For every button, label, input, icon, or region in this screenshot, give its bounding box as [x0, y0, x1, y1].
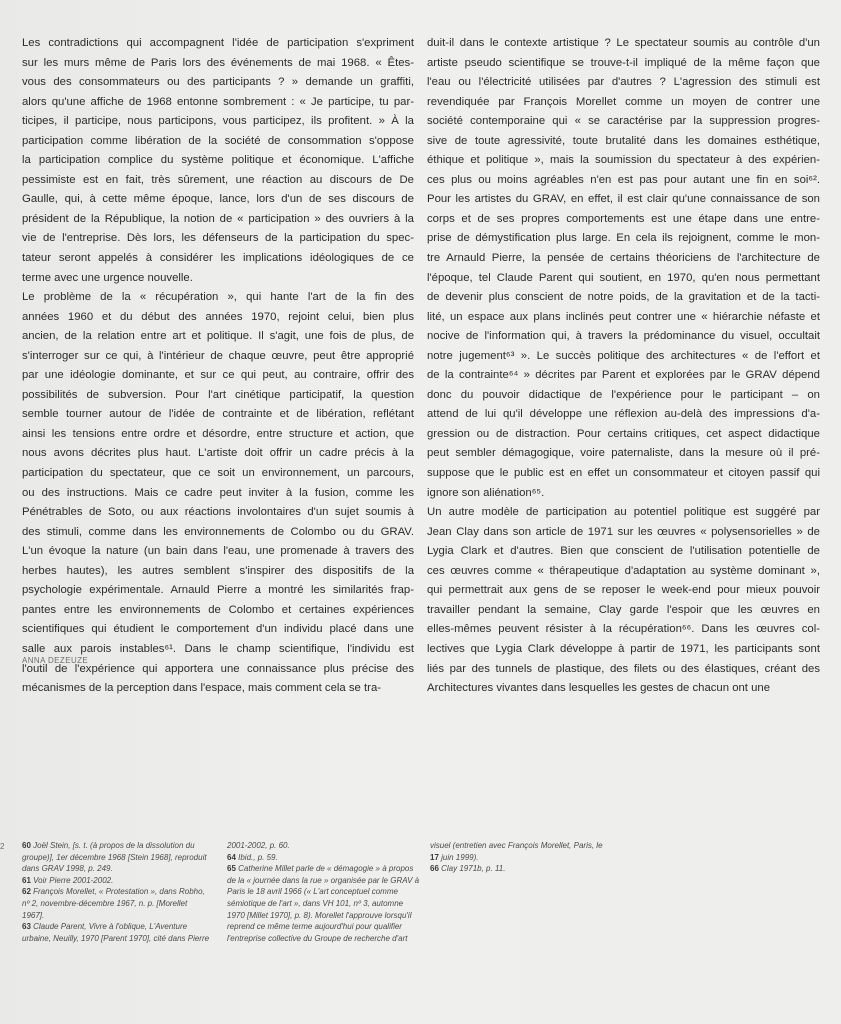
text-line: nous avons décrites plus haut. L'artiste doit offrir un cadre précis à la — [22, 447, 414, 460]
text-line: ou des instructions. Mais ce cadre peut inviter à la fusion, comme les — [22, 486, 414, 499]
footnote-line: l'entreprise collective du Groupe de recherche d'art — [227, 933, 408, 943]
text-line: sur les murs même de Paris lors des événements de mai 1968. « Êtes- — [22, 56, 414, 69]
text-line: herbes hautes), les autres semblent s'inspirer des dispositifs de la — [22, 564, 414, 577]
text-line: scientifiques qui étudient le comportement d'un individu placé dans une — [22, 623, 414, 636]
text-line: société contemporaine qui « se caractérise par la suppression progres- — [427, 115, 820, 128]
text-line: l'eau ou l'électricité utilisées par d'autres ? L'agression des stimuli est — [427, 76, 820, 89]
text-line: ticipes, il participe, nous participons, vous participez, ils profitent. » À la — [22, 115, 414, 128]
text-line: lectives que Lygia Clark développe à partir de 1971, les participants sont — [427, 642, 820, 655]
text-line: ces œuvres comme « thérapeutique d'adaptation au système dominant », — [427, 564, 820, 577]
footnote-line: 1967]. — [22, 910, 45, 920]
text-line: pantes entre les environnements de Colombo et certaines expériences — [22, 603, 414, 616]
text-line: alors qu'une affiche de 1968 entonne sombrement : « Je participe, tu par- — [22, 95, 414, 108]
footnote-line: urbaine, Neuilly, 1970 [Parent 1970], cité dans Pierre — [22, 933, 210, 943]
text-line: l'époque, tel Claude Parent qui soutient, en 1970, qu'en nous permettant — [427, 271, 820, 284]
body-text-left-column — [22, 34, 414, 699]
text-line: elles-mêmes peuvent résister à la récupération⁶⁶. Dans les œuvres col- — [427, 623, 820, 636]
text-line: vous des consommateurs ou des participants ? » demande un graffiti, — [22, 76, 414, 89]
text-line: président de la République, la notion de « participation » des ouvriers à la — [22, 212, 414, 225]
footnotes-column-1 — [22, 840, 222, 944]
footnote-line: 1970 [Millet 1970], p. 8). Morellet l'approuve lorsqu'il — [227, 910, 412, 920]
text-line: pessimiste est en fait, très sûrement, une réaction au discours de De — [22, 173, 414, 186]
text-line: des stimuli, comme dans les environnements de Colombo ou du GRAV. — [22, 525, 414, 538]
text-line: de la contrainte⁶⁴ » décrites par Parent et explorées par le GRAV dépend — [427, 369, 820, 382]
text-line: Un autre modèle de participation au potentiel politique est suggéré par — [427, 506, 820, 519]
text-line: donc du pouvoir didactique de l'expérience pour le participant – on — [427, 388, 820, 401]
footnote-line: nº 2, novembre-décembre 1967, n. p. [Morellet — [22, 898, 188, 908]
footnotes-column-2 — [227, 840, 423, 944]
footnotes-column-3 — [430, 840, 630, 875]
text-line: duit-il dans le contexte artistique ? Le spectateur soumis au contrôle d'un — [427, 37, 820, 49]
text-line: ignore son aliénation⁶⁵. — [427, 486, 545, 499]
page-number: 2 — [0, 842, 5, 851]
footnote-line: 65 Catherine Millet parle de « démagogie » à propos — [227, 864, 414, 874]
text-line: Lygia Clark et d'autres. Bien que conscient de l'utilisation potentielle de — [427, 545, 820, 558]
footnote-line: groupe)], 1er décembre 1968 [Stein 1968], reproduit — [22, 852, 207, 862]
text-line: liés par des tunnels de plastique, des filets ou des élastiques, créant des — [427, 662, 820, 675]
footnote-line: 17 juin 1999). — [430, 852, 479, 862]
footnote-line: sémiotique de l'art », dans VH 101, nº 3, automne — [227, 898, 404, 908]
text-line: psychologie expérimentale. Arnauld Pierre a montré les similarités frap- — [22, 584, 414, 597]
text-line: Pour les artistes du GRAV, en effet, il est clair qu'une connaissance de son — [427, 193, 820, 206]
text-line: tre Arnauld Pierre, la pensée de certains théoriciens de l'architecture de — [427, 252, 820, 265]
text-line: tateur seront appelés à considérer les implications idéologiques de ce — [22, 252, 414, 265]
text-line: qui permettrait aux gens de se reposer le week-end pour mieux pouvoir — [427, 584, 820, 597]
text-line: peut sembler démagogique, voire paternaliste, dans la mesure où il pré- — [427, 447, 820, 460]
text-line: travailler pendant la semaine, Clay garde l'espoir que les œuvres en — [427, 603, 820, 616]
text-line: éthique et politique », mais la soumission du spectateur à des expérien- — [427, 154, 820, 167]
text-line: salle aux parois instables⁶¹. Dans le champ scientifique, l'individu est — [22, 642, 414, 655]
text-line: prise de démystification plus large. En cela ils rejoignent, comme le mon- — [427, 232, 820, 245]
text-line: Les contradictions qui accompagnent l'idée de participation s'expriment — [22, 37, 414, 49]
text-line: semble tourner autour de l'idée de contrainte et de libération, reflétant — [22, 408, 414, 421]
footnote-line: reprend ce même terme aujourd'hui pour qualifier — [227, 922, 402, 932]
text-line: attend de lui qu'il développe une réflexion au-delà des impressions d'a- — [427, 408, 820, 421]
text-line: corps et de ses propres comportements est une étape dans une entre- — [427, 212, 820, 225]
text-line: nocive de l'information qui, à travers la prédominance du visuel, occultait — [427, 330, 820, 343]
footnote-line: 63 Claude Parent, Vivre à l'oblique, L'Aventure — [22, 922, 188, 932]
footnote-line: 61 Voir Pierre 2001-2002. — [22, 875, 114, 885]
body-text-right-column — [427, 34, 820, 699]
text-line: revendiquée par François Morellet comme un moyen de contrer une — [427, 95, 820, 108]
text-line: participation comme libération de la société de consommation s'oppose — [22, 134, 414, 147]
footnote-line: 2001-2002, p. 60. — [227, 841, 290, 850]
footnote-line: 66 Clay 1971b, p. 11. — [430, 864, 506, 874]
running-author-name: ANNA DEZEUZE — [22, 656, 89, 665]
text-line: ancien, de la relation entre art et politique. Il s'agit, une fois de plus, de — [22, 330, 414, 343]
text-line: Architectures vivantes dans lesquelles les gestes de chacun ont une — [427, 682, 771, 695]
text-line: lité, un espace aux plans inclinés peut contrer une « hiérarchie néfaste et — [427, 310, 820, 323]
text-line: possibilités de subversion. Pour l'art cinétique participatif, la question — [22, 388, 414, 401]
text-line: s'interroger sur ce qui, à l'intérieur de chaque œuvre, peut être approprié — [22, 349, 414, 362]
footnote-line: Paris le 18 avril 1966 (« L'art conceptuel comme — [227, 887, 398, 897]
text-line: de devenir plus conscient de notre poids, de la gravitation et de la tacti- — [427, 291, 820, 304]
text-line: terme avec une urgence nouvelle. — [22, 271, 193, 284]
footnote-line: visuel (entretien avec François Morellet, Paris, le — [430, 841, 603, 850]
text-line: Pénétrables de Soto, ou aux réactions involontaires d'un sujet soumis à — [22, 506, 414, 519]
text-line: Gaulle, qui, à cette même époque, lance, lors d'un de ses discours de — [22, 193, 414, 206]
text-line: ces plus ou moins agréables n'en est pas pour autant une fin en soi⁶². — [427, 173, 820, 186]
text-line: notre jugement⁶³ ». Le succès politique des architectures « de l'effort et — [427, 349, 820, 362]
footnote-line: de la « journée dans la rue » organisée par le GRAV à — [227, 875, 420, 885]
text-line: sive de toute agressivité, toute brutalité dans les domaines esthétique, — [427, 134, 820, 147]
text-line: ainsi les tensions entre ordre et désordre, entre structure et action, que — [22, 427, 414, 440]
text-line: l'outil de l'expérience qui apportera une connaissance plus précise des — [22, 662, 414, 675]
footnote-line: dans GRAV 1998, p. 249. — [22, 864, 113, 874]
text-line: participation du spectateur, que ce soit un environnement, un parcours, — [22, 467, 414, 480]
text-line: années 1960 et du début des années 1970, rejoint celui, bien plus — [22, 310, 414, 323]
text-line: Le problème de la « récupération », qui hante l'art de la fin des — [22, 291, 414, 304]
text-line: vie de l'entreprise. Dès lors, les défenseurs de la participation du spec- — [22, 232, 414, 245]
footnote-line: 60 Joël Stein, [s. t. (à propos de la dissolution du — [22, 841, 195, 850]
text-line: gression ou de distraction. Pour certains critiques, cet aspect didactique — [427, 427, 820, 440]
text-line: Jean Clay dans son article de 1971 sur les œuvres « polysensorielles » de — [427, 525, 820, 538]
text-line: L'un évoque la nature (un bain dans l'eau, une promenade à travers des — [22, 545, 414, 558]
text-line: la participation complice du système politique et économique. L'affiche — [22, 154, 414, 167]
text-line: mécanismes de la perception dans l'espace, mais comment cela se tra- — [22, 682, 382, 695]
text-line: par une idéologie dominante, et sur ce qui peut, au contraire, offrir des — [22, 369, 414, 382]
text-line: artiste pseudo scientifique se trouve-t-il impliqué de la même façon que — [427, 56, 820, 69]
footnote-line: 62 François Morellet, « Protestation », dans Robho, — [22, 887, 205, 897]
footnote-line: 64 Ibid., p. 59. — [227, 852, 278, 862]
text-line: suppose que le public est en effet un consommateur et citoyen passif qui — [427, 467, 820, 480]
